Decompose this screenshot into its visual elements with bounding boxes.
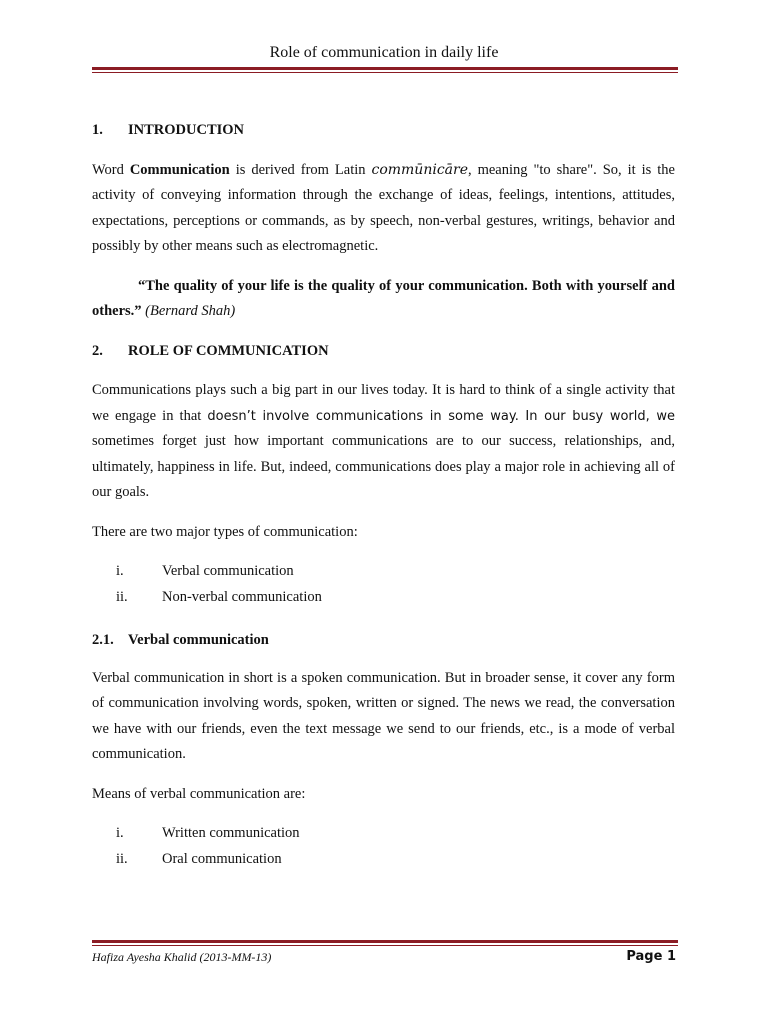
types-intro: There are two major types of communication:: [92, 523, 358, 540]
section-1-number: 1.: [92, 122, 103, 138]
section-2-number: 2.: [92, 342, 103, 359]
header-rule: [92, 67, 678, 73]
quote-paragraph: [92, 274, 675, 325]
quote-text: “The quality of your life is the quality of your communication. Both with yourself and others.”: [92, 277, 675, 319]
footer-rule: [92, 940, 678, 946]
role-text-a: Communications plays such a big part in our lives today. It is hard to think of a single activity that we engage in that: [92, 382, 675, 424]
intro-bold-term: Communication: [129, 161, 230, 178]
verbal-paragraph: Verbal communication in short is a spoken communication. But in broader sense, it cover any form of communication involving words, spoken, written or signed. The news we read, the conversation we have with our friends, even the text message we send to our friends, etc., is a mode of verbal communication.: [92, 669, 675, 762]
section-1-heading: [92, 118, 675, 144]
document-body: [92, 118, 675, 890]
list-item: i. Verbal communication: [116, 563, 294, 579]
quote-author: (Bernard Shah): [145, 303, 236, 319]
role-text-b: doesn’t involve communications in some way. In our busy world, we: [207, 408, 675, 424]
intro-text-rest: , meaning "to share". So, it is the activity of conveying information through the exchange of ideas, feelings, intentions, attitudes, expectations, perceptions or commands, as by speech, non-verbal gestures, writings, behavior and possibly by other means such as electromagnetic.: [92, 161, 675, 254]
section-2-1-title: Verbal communication: [128, 632, 269, 648]
intro-paragraph: [92, 158, 675, 260]
intro-text-prefix: Word: [92, 161, 130, 178]
section-2-1-number: 2.1.: [92, 632, 114, 648]
section-2-heading: [92, 339, 675, 365]
list-item: i. Written communication: [116, 825, 300, 841]
role-paragraph: [92, 378, 675, 506]
list-item: ii. Non-verbal communication: [116, 588, 322, 605]
footer-author: Hafiza Ayesha Khalid (2013-MM-13): [92, 950, 272, 964]
section-2-1-heading: [92, 628, 675, 654]
list-item: ii. Oral communication: [116, 850, 282, 867]
section-2-title: ROLE OF COMMUNICATION: [128, 342, 329, 359]
verbal-means-list: [92, 821, 675, 872]
role-text-c: sometimes forget just how important communications are to our success, relationships, and, ultimately, happiness in life. But, indeed, communications does play a major role in achieving all of our goals.: [92, 433, 675, 500]
intro-latin-term: commūnicāre: [371, 161, 468, 178]
intro-text-mid: is derived from Latin: [229, 161, 372, 178]
communication-types-list: [92, 559, 675, 610]
means-intro: Means of verbal communication are:: [92, 785, 306, 802]
section-1-title: INTRODUCTION: [128, 122, 245, 138]
page-number: Page 1: [626, 949, 676, 964]
header-title: Role of communication in daily life: [269, 44, 499, 61]
